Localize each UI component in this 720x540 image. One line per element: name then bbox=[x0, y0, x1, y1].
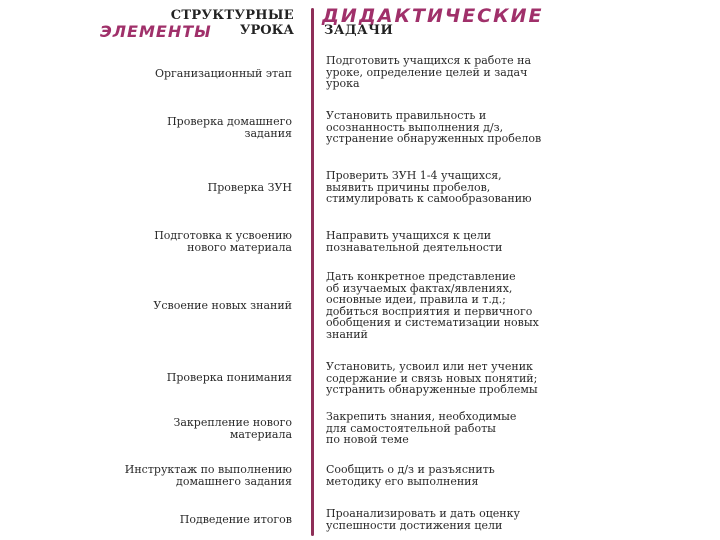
element-label: Проверка ЗУН bbox=[207, 181, 292, 194]
element-label: Проверка понимания bbox=[166, 371, 292, 384]
element-label: Усвоение новых знаний bbox=[153, 299, 292, 312]
element-label: Проверка домашнего задания bbox=[167, 115, 292, 140]
task-text: Подготовить учащихся к работе на уроке, определение целей и задач урока bbox=[326, 54, 532, 91]
right-column-title: ЗАДАЧИ bbox=[324, 23, 394, 38]
right-column-accent-title: ДИДАКТИЧЕСКИЕ bbox=[322, 5, 544, 27]
task-text: Установить, усвоил или нет ученик содержание и связь новых понятий; устранить обнаруженные проблемы bbox=[326, 360, 538, 397]
task-text: Проверить ЗУН 1-4 учащихся, выявить причины пробелов, стимулировать к самообразованию bbox=[326, 169, 532, 206]
task-text: Установить правильность и осознанность выполнения д/з, устранение обнаруженных пробелов bbox=[326, 109, 542, 146]
task-text: Проанализировать и дать оценку успешности достижения цели bbox=[326, 507, 520, 532]
task-text: Сообщить о д/з и разъяснить методику его выполнения bbox=[326, 463, 495, 488]
left-column-accent-title: ЭЛЕМЕНТЫ bbox=[100, 22, 212, 41]
element-label: Подготовка к усвоению нового материала bbox=[154, 229, 292, 254]
task-text: Направить учащихся к цели познавательной деятельности bbox=[326, 229, 503, 254]
column-divider bbox=[311, 8, 314, 536]
left-column-title: СТРУКТУРНЫЕ bbox=[170, 8, 294, 23]
element-label: Организационный этап bbox=[154, 67, 292, 80]
element-label: Закрепление нового материала bbox=[173, 416, 292, 441]
task-text: Дать конкретное представление об изучаемых фактах/явлениях, основные идеи, правила и т.д.; добиться восприятия и первичного обобщения и систематизации новых знаний bbox=[326, 270, 539, 341]
left-column-title-2: УРОКА bbox=[239, 23, 294, 38]
element-label: Подведение итогов bbox=[179, 513, 292, 526]
element-label: Инструктаж по выполнению домашнего задания bbox=[124, 463, 292, 488]
task-text: Закрепить знания, необходимые для самостоятельной работы по новой теме bbox=[326, 410, 517, 447]
